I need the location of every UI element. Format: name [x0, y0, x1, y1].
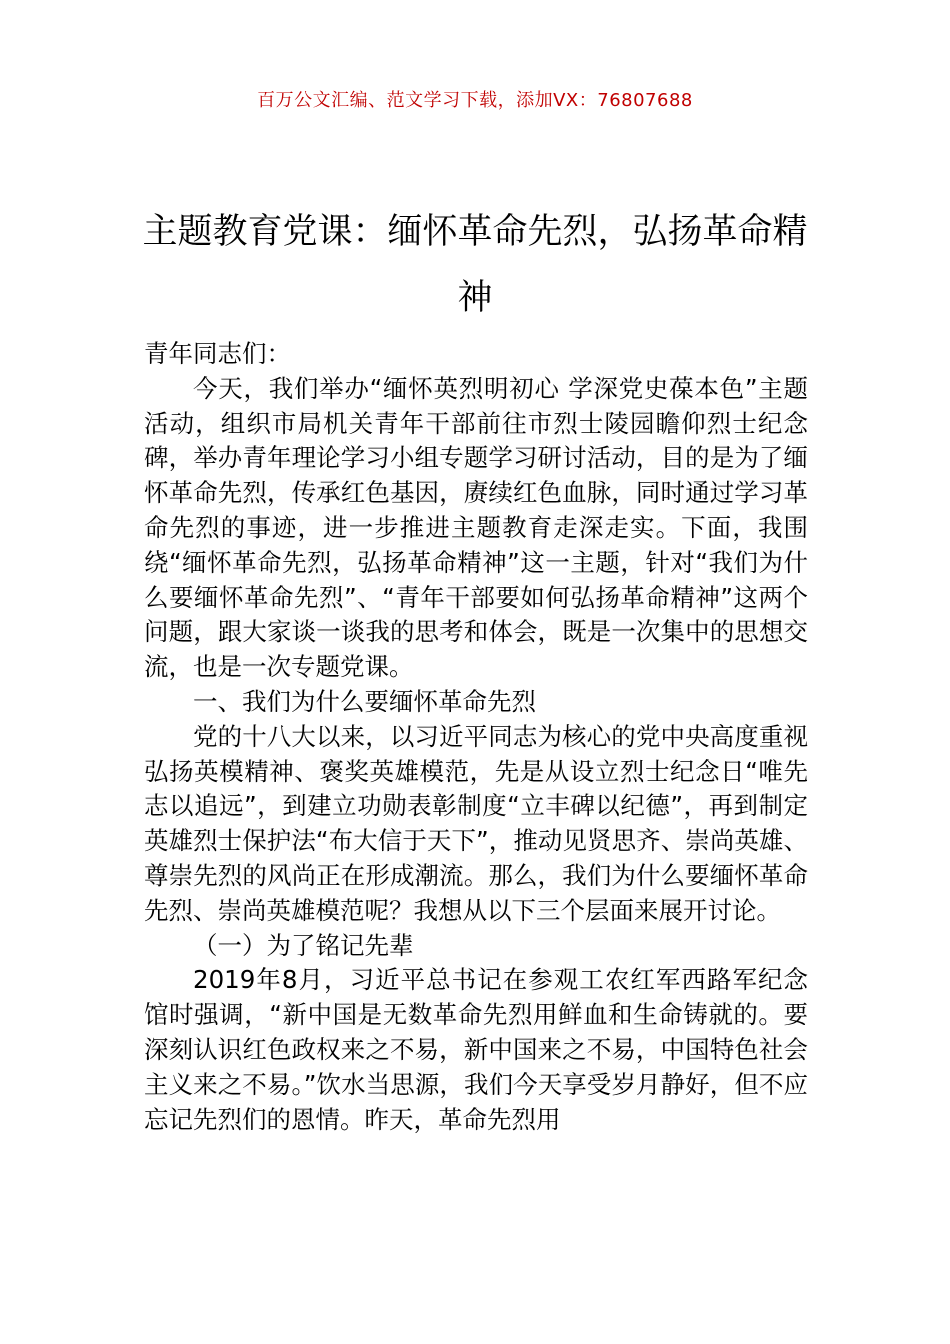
section-paragraph-1: 党的十八大以来，以习近平同志为核心的党中央高度重视弘扬英模精神、褒奖英雄模范，先是从设立烈士纪念日“唯先志以追远”，到建立功勋表彰制度“立丰碑以纪德”，再到制定英雄烈士保护法“布大信于天下”，推动见贤思齐、崇尚英雄、尊崇先烈的风尚正在形成潮流。那么，我们为什么要缅怀革命先烈、崇尚英雄模范呢？我想从以下三个层面来展开讨论。 — [144, 721, 808, 925]
intro-paragraph: 今天，我们举办“缅怀英烈明初心 学深党史葆本色”主题活动，组织市局机关青年干部前往市烈士陵园瞻仰烈士纪念碑，举办青年理论学习小组专题学习研讨活动，目的是为了缅怀革命先烈，传承红色基因，赓续红色血脉，同时通过学习革命先烈的事迹，进一步推进主题教育走深走实。下面，我围绕“缅怀革命先烈，弘扬革命精神”这一主题，针对“我们为什么要缅怀革命先烈”、“青年干部要如何弘扬革命精神”这两个问题，跟大家谈一谈我的思考和体会，既是一次集中的思想交流，也是一次专题党课。 — [144, 373, 808, 682]
subsection-paragraph-1: 2019年8月，习近平总书记在参观工农红军西路军纪念馆时强调，“新中国是无数革命先烈用鲜血和生命铸就的。要深刻认识红色政权来之不易，新中国来之不易，中国特色社会主义来之不易。”饮水当思源，我们今天享受岁月静好，但不应忘记先烈们的恩情。昨天，革命先烈用 — [144, 965, 808, 1134]
document-title: 主题教育党课：缅怀革命先烈，弘扬革命精神 — [142, 212, 808, 319]
section-heading-1: 一、我们为什么要缅怀革命先烈 — [193, 686, 536, 716]
subsection-heading-1: （一）为了铭记先辈 — [193, 930, 414, 960]
download-banner: 百万公文汇编、范文学习下载，添加VX：76807688 — [257, 90, 693, 111]
salutation: 青年同志们： — [144, 339, 291, 368]
document-body — [144, 337, 808, 1137]
